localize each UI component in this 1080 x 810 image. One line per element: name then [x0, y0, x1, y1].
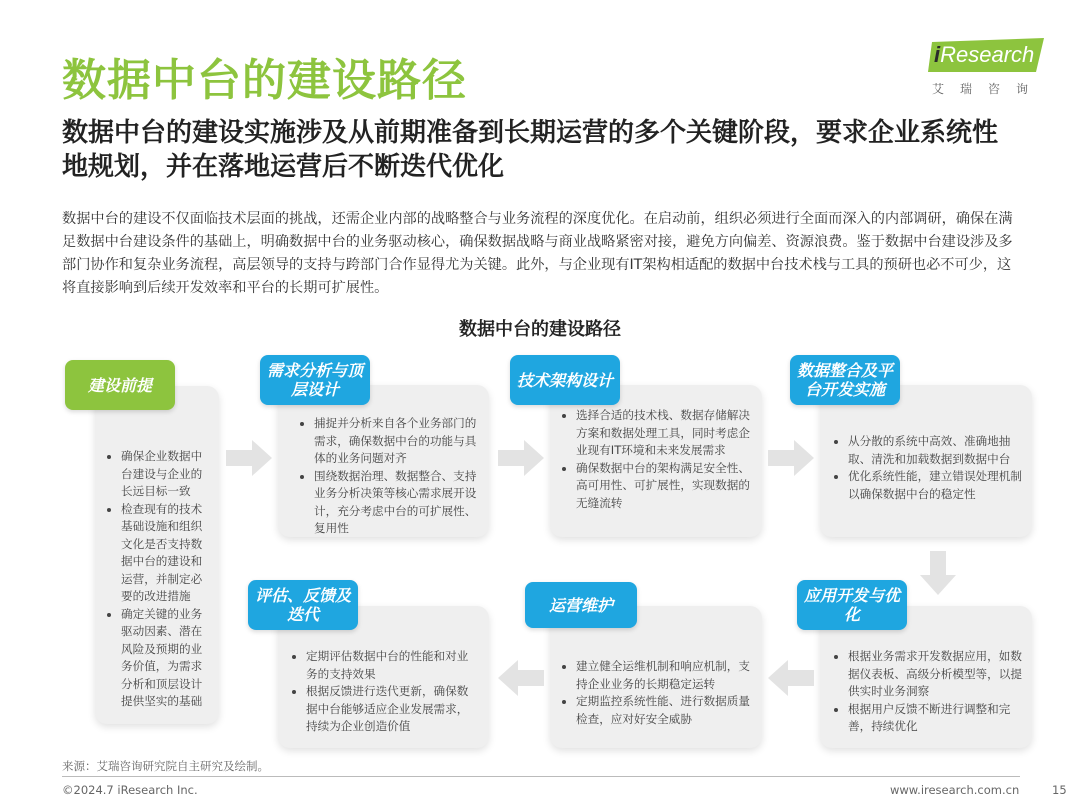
list-item: • 根据业务需求开发数据应用，如数据仪表板、高级分析模型等，以提供实时业务洞察	[848, 648, 1022, 701]
copyright-text: ©2024.7 iResearch Inc.	[62, 783, 198, 797]
stage-label-prerequisites: 建设前提	[65, 360, 175, 410]
stage-card-requirements	[278, 385, 489, 537]
stage-label-requirements: 需求分析与顶层设计	[260, 355, 370, 405]
list-item: • 定期评估数据中台的性能和对业务的支持效果	[306, 648, 479, 683]
stage-label-application: 应用开发与优化	[797, 580, 907, 630]
list-item: • 确保企业数据中台建设与企业的长远目标一致	[121, 448, 211, 501]
stage-card-architecture	[550, 385, 762, 537]
iresearch-logo	[928, 38, 1048, 98]
list-item: • 建立健全运维机制和响应机制，支持企业业务的长期稳定运转	[576, 658, 752, 693]
arrow-left-icon	[768, 660, 814, 696]
diagram-title: 数据中台的建设路径	[459, 319, 621, 340]
list-item: • 围绕数据治理、数据整合、支持业务分析决策等核心需求展开设计，充分考虑中台的可扩展性、复用性	[314, 468, 479, 538]
page-subtitle: 数据中台的建设实施涉及从前期准备到长期运营的多个关键阶段，要求企业系统性地规划，并在落地运营后不断迭代优化	[62, 118, 999, 182]
arrow-down-icon	[920, 551, 956, 595]
logo-subtitle: 艾瑞咨询	[932, 82, 1045, 96]
source-note: 来源：艾瑞咨询研究院自主研究及绘制。	[62, 759, 269, 773]
list-item: • 优化系统性能，建立错误处理机制以确保数据中台的稳定性	[848, 468, 1022, 503]
stage-card-prerequisites	[95, 386, 219, 724]
list-item: • 检查现有的技术基础设施和组织文化是否支持数据中台的建设和运营，并制定必要的改进措施	[121, 501, 211, 606]
arrow-left-icon	[498, 660, 544, 696]
stage-label-evaluation: 评估、反馈及迭代	[248, 580, 358, 630]
list-item: • 确定关键的业务驱动因素、潜在风险及预期的业务价值，为需求分析和顶层设计提供坚实的基础	[121, 606, 211, 711]
page-title: 数据中台的建设路径	[62, 55, 467, 106]
website-link[interactable]: www.iresearch.com.cn	[890, 783, 1020, 797]
list-item: • 根据反馈进行迭代更新，确保数据中台能够适应企业发展需求，持续为企业创造价值	[306, 683, 479, 736]
list-item: • 根据用户反馈不断进行调整和完善，持续优化	[848, 701, 1022, 736]
list-item: • 确保数据中台的架构满足安全性、高可用性、可扩展性，实现数据的无缝流转	[576, 460, 752, 513]
stage-label-operations: 运营维护	[525, 582, 637, 628]
list-item: • 定期监控系统性能、进行数据质量检查，应对好安全威胁	[576, 693, 752, 728]
list-item: • 从分散的系统中高效、准确地抽取、清洗和加载数据到数据中台	[848, 433, 1022, 468]
stage-label-integration: 数据整合及平台开发实施	[790, 355, 900, 405]
stage-card-integration	[820, 385, 1032, 537]
stage-label-architecture: 技术架构设计	[510, 355, 620, 405]
page-number: 15	[1052, 783, 1067, 797]
arrow-right-icon	[768, 440, 814, 476]
arrow-right-icon	[498, 440, 544, 476]
logo-text: iResearch	[934, 42, 1035, 67]
body-paragraph: 数据中台的建设不仅面临技术层面的挑战，还需企业内部的战略整合与业务流程的深度优化。在启动前，组织必须进行全面而深入的内部调研，确保在满足数据中台建设条件的基础上，明确数据中台的业务驱动核心，确保数据战略与商业战略紧密对接，避免方向偏差、资源浪费。鉴于数据中台建设涉及多部门协作和复杂业务流程，高层领导的支持与跨部门合作显得尤为关键。此外，与企业现有IT架构相适配的数据中台技术栈与工具的预研也必不可少，这将直接影响到后续开发效率和平台的长期可扩展性。	[62, 211, 1013, 296]
arrow-right-icon	[226, 440, 272, 476]
footer-divider	[62, 776, 1020, 777]
list-item: • 捕捉并分析来自各个业务部门的需求，确保数据中台的功能与具体的业务问题对齐	[314, 415, 479, 468]
list-item: • 选择合适的技术栈、数据存储解决方案和数据处理工具，同时考虑企业现有IT环境和未来发展需求	[576, 407, 752, 460]
